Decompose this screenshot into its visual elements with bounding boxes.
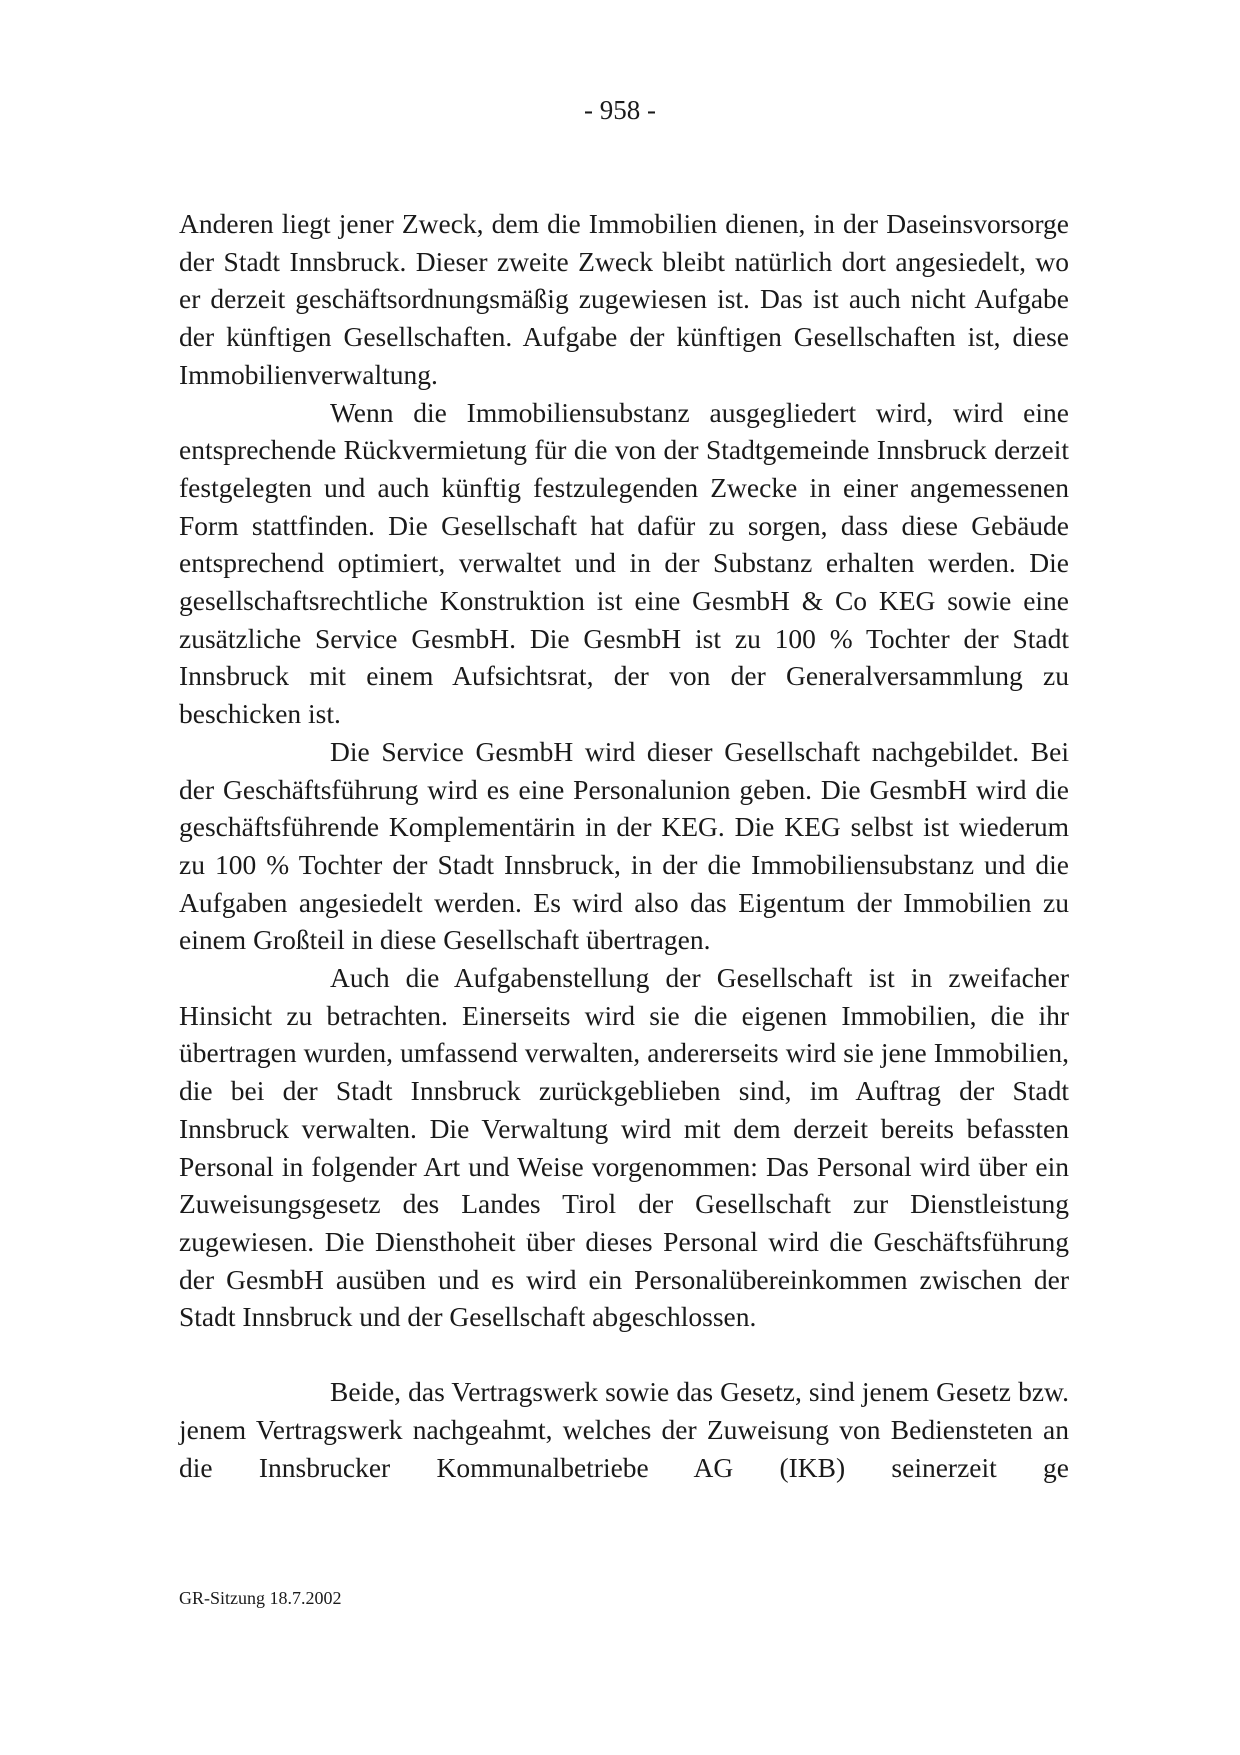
page-number: - 958 - — [584, 95, 656, 125]
paragraph: Auch die Aufgabenstellung der Gesellschaft ist in zweifacher Hinsicht zu betrachten. Einerseits wird sie die eigenen Immobilien, die ihr übertragen wurden, umfassend verwalten, andererseits wird sie jene Immobilien, die bei der Stadt Innsbruck zurückgeblieben sind, im Auftrag der Stadt Innsbruck verwalten. Die Verwaltung wird mit dem derzeit bereits befassten Personal in folgender Art und Weise vorgenommen: Das Personal wird über ein Zuweisungsgesetz des Landes Tirol der Gesellschaft zur Dienstleistung zugewiesen. Die Diensthoheit über dieses Personal wird die Geschäftsführung der GesmbH ausüben und es wird ein Personalübereinkommen zwischen der Stadt Innsbruck und der Gesellschaft abgeschlossen. — [179, 962, 1069, 1333]
paragraph: Wenn die Immobiliensubstanz ausgegliedert wird, wird eine entsprechende Rückvermietung für die von der Stadtgemeinde Innsbruck derzeit festgelegten und auch künftig festzulegenden Zwecke in einer angemessenen Form stattfinden. Die Gesellschaft hat dafür zu sorgen, dass diese Gebäude entsprechend optimiert, verwaltet und in der Substanz erhalten werden. Die gesellschaftsrechtliche Konstruktion ist eine GesmbH & Co KEG sowie eine zusätzliche Service GesmbH. Die GesmbH ist zu 100 % Tochter der Stadt Innsbruck mit einem Aufsichtsrat, der von der Generalversammlung zu beschicken ist. — [179, 396, 1069, 730]
paragraph: Beide, das Vertragswerk sowie das Gesetz, sind jenem Gesetz bzw. jenem Vertragswerk nachgeahmt, welches der Zuweisung von Bediensteten an die Innsbrucker Kommunalbetriebe AG (IKB) seinerzeit ge — [179, 1376, 1069, 1483]
footer-session-date: GR-Sitzung 18.7.2002 — [179, 1588, 342, 1608]
paragraph: Anderen liegt jener Zweck, dem die Immobilien dienen, in der Daseinsvorsorge der Stadt Innsbruck. Dieser zweite Zweck bleibt natürlich dort angesiedelt, wo er derzeit geschäftsordnungsmäßig zugewiesen ist. Das ist auch nicht Aufgabe der künftigen Gesellschaften. Aufgabe der künftigen Gesellschaften ist, diese Immobilienverwaltung. — [179, 208, 1069, 390]
paragraph: Die Service GesmbH wird dieser Gesellschaft nachgebildet. Bei der Geschäftsführung wird es eine Personalunion geben. Die GesmbH wird die geschäftsführende Komplementärin in der KEG. Die KEG selbst ist wiederum zu 100 % Tochter der Stadt Innsbruck, in der die Immobiliensubstanz und die Aufgaben angesiedelt werden. Es wird also das Eigentum der Immobilien zu einem Großteil in diese Gesellschaft übertragen. — [179, 735, 1069, 956]
document-body — [179, 205, 1069, 1486]
